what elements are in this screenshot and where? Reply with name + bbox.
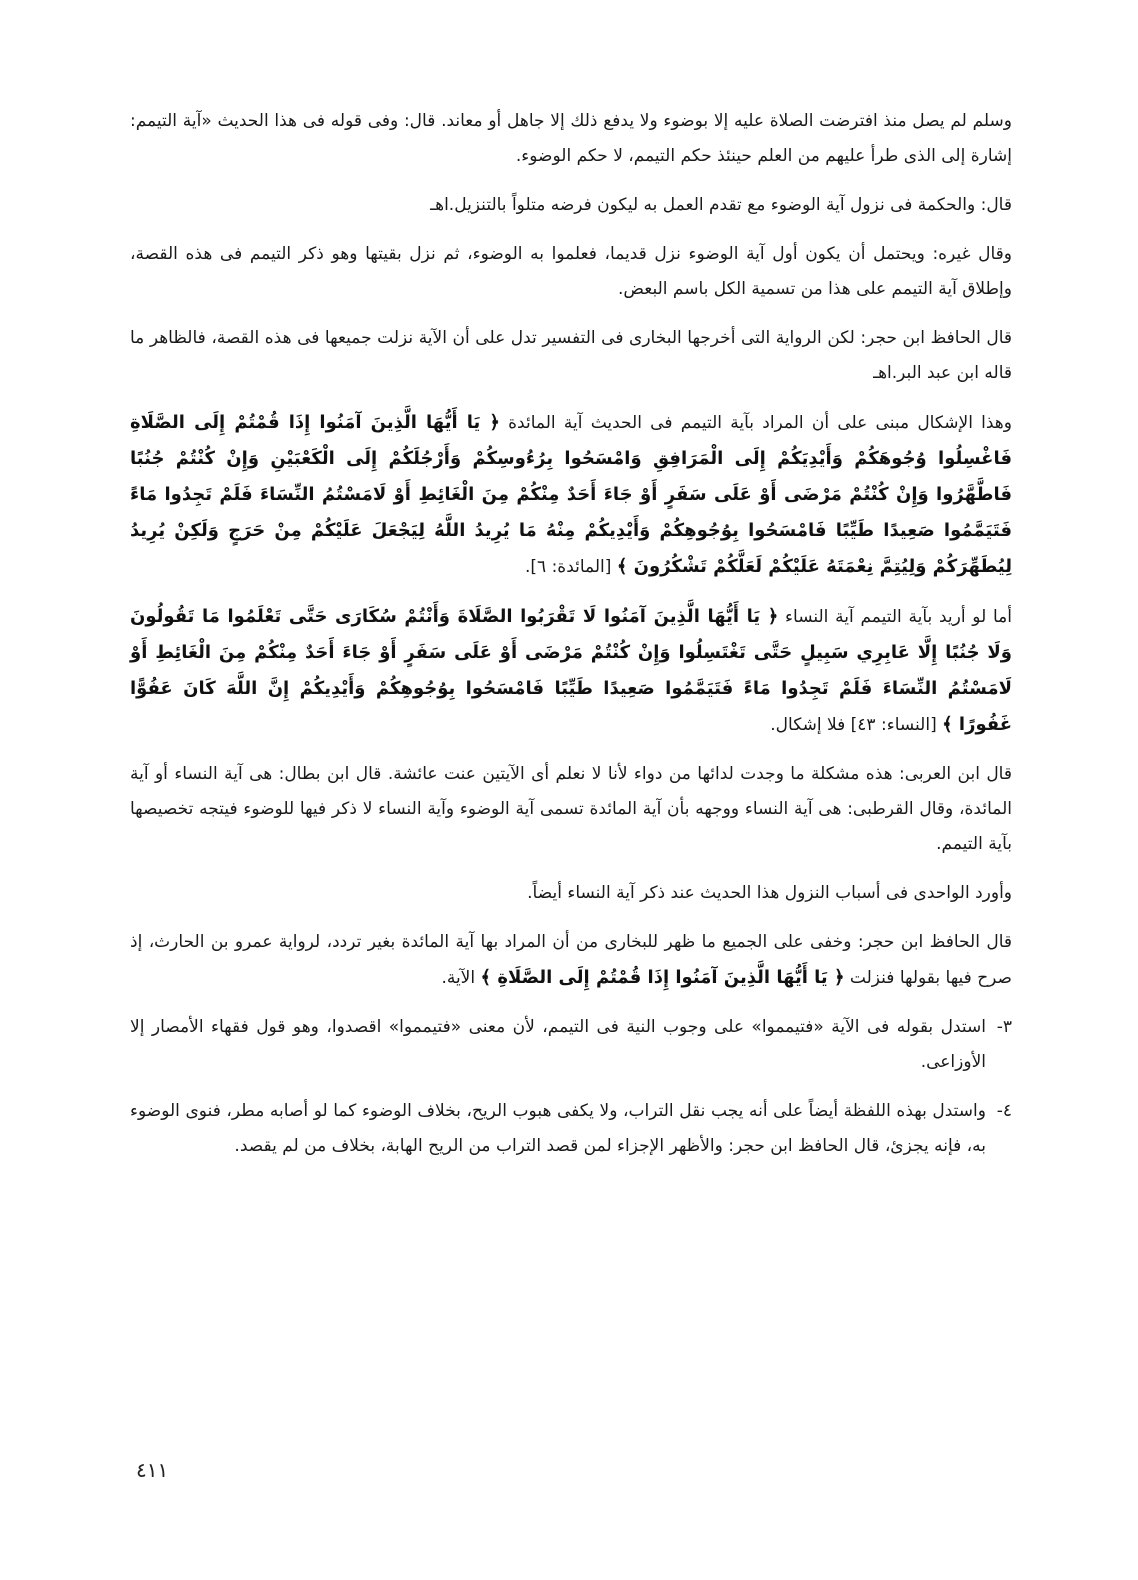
paragraph: وأورد الواحدى فى أسباب النزول هذا الحديث عند ذكر آية النساء أيضاً. bbox=[527, 883, 1012, 903]
paragraph-text: قال الحافظ ابن حجر: وخفى على الجميع ما ظهر للبخارى من أن المراد بها آية المائدة بغير تردد، لرواية عمرو بن الحارث، إذ صرح فيها بقولها فنزلت bbox=[130, 932, 1012, 988]
item-number: ٤- bbox=[996, 1101, 1012, 1121]
quran-verse: ﴿ يَا أَيُّهَا الَّذِينَ آمَنُوا إِذَا قُمْتُمْ إِلَى الصَّلَاةِ ﴾ bbox=[480, 967, 845, 988]
paragraph-with-verse bbox=[130, 599, 1012, 743]
paragraph: وقال غيره: ويحتمل أن يكون أول آية الوضوء نزل قديما، فعلموا به الوضوء، ثم نزل بقيتها وهو ذكر التيمم فى هذه القصة، وإطلاق آية التيمم على هذا من تسمية الكل باسم البعض. bbox=[130, 244, 1012, 299]
item-number: ٣- bbox=[996, 1017, 1012, 1037]
paragraph: قال الحافظ ابن حجر: لكن الرواية التى أخرجها البخارى فى التفسير تدل على أن الآية نزلت جميعها فى هذه القصة، فالظاهر ما قاله ابن عبد البر.اهـ bbox=[130, 328, 1012, 383]
verse-reference: [النساء: ٤٣] فلا إشكال. bbox=[770, 715, 943, 735]
verse-reference: الآية. bbox=[441, 968, 481, 988]
paragraph-text: وهذا الإشكال مبنى على أن المراد بآية التيمم فى الحديث آية المائدة bbox=[499, 413, 1012, 433]
paragraph: وسلم لم يصل منذ افترضت الصلاة عليه إلا بوضوء ولا يدفع ذلك إلا جاهل أو معاند. قال: وفى قوله فى هذا الحديث «آية التيمم: إشارة إلى الذى طرأ عليهم من العلم حينئذ حكم التيمم، لا حكم الوضوء. bbox=[130, 111, 1012, 166]
numbered-item bbox=[130, 1010, 1012, 1080]
paragraph: قال: والحكمة فى نزول آية الوضوء مع تقدم العمل به ليكون فرضه متلواً بالتنزيل.اهـ bbox=[430, 195, 1012, 215]
paragraph-text: أما لو أريد بآية التيمم آية النساء bbox=[778, 607, 1013, 627]
paragraph-with-verse bbox=[130, 925, 1012, 996]
verse-reference: [المائدة: ٦]. bbox=[524, 557, 617, 577]
paragraph-with-verse bbox=[130, 405, 1012, 585]
item-text: واستدل بهذه اللفظة أيضاً على أنه يجب نقل التراب، ولا يكفى هبوب الريح، بخلاف الوضوء كما لو أصابه مطر، فنوى الوضوء به، فإنه يجزئ، قال الحافظ ابن حجر: والأظهر الإجزاء لمن قصد التراب من الريح الهابة، بخلاف من لم يقصد. bbox=[130, 1101, 986, 1156]
item-text: استدل بقوله فى الآية «فتيمموا» على وجوب النية فى التيمم، لأن معنى «فتيمموا» اقصدوا، وهو قول فقهاء الأمصار إلا الأوزاعى. bbox=[130, 1017, 986, 1072]
numbered-item bbox=[130, 1094, 1012, 1164]
quran-verse: ﴿ يَا أَيُّهَا الَّذِينَ آمَنُوا لَا تَقْرَبُوا الصَّلَاةَ وَأَنْتُمْ سُكَارَى حَتَّى تَعْلَمُوا مَا تَقُولُونَ وَلَا جُنُبًا إِلَّا عَابِرِي سَبِيلٍ حَتَّى تَغْتَسِلُوا وَإِنْ كُنْتُمْ مَرْضَى أَوْ عَلَى سَفَرٍ أَوْ جَاءَ أَحَدٌ مِنْكُمْ مِنَ الْغَائِطِ أَوْ لَامَسْتُمُ النِّسَاءَ فَلَمْ تَجِدُوا مَاءً فَتَيَمَّمُوا صَعِيدًا طَيِّبًا فَامْسَحُوا بِوُجُوهِكُمْ وَأَيْدِيكُمْ إِنَّ اللَّهَ كَانَ عَفُوًّا غَفُورًا ﴾ bbox=[130, 606, 1012, 735]
page-number: ٤١١ bbox=[136, 1458, 169, 1482]
paragraph: قال ابن العربى: هذه مشكلة ما وجدت لدائها من دواء لأنا لا نعلم أى الآيتين عنت عائشة. قال ابن بطال: هى آية النساء أو آية المائدة، وقال القرطبى: هى آية النساء ووجهه بأن آية المائدة تسمى آية الوضوء وآية النساء لا ذكر فيها للوضوء فيتجه تخصيصها بآية التيمم. bbox=[130, 764, 1012, 854]
page-body bbox=[130, 104, 1012, 1178]
quran-verse: ﴿ يَا أَيُّهَا الَّذِينَ آمَنُوا إِذَا قُمْتُمْ إِلَى الصَّلَاةِ فَاغْسِلُوا وُجُوهَكُمْ وَأَيْدِيَكُمْ إِلَى الْمَرَافِقِ وَامْسَحُوا بِرُءُوسِكُمْ وَأَرْجُلَكُمْ إِلَى الْكَعْبَيْنِ وَإِنْ كُنْتُمْ جُنُبًا فَاطَّهَّرُوا وَإِنْ كُنْتُمْ مَرْضَى أَوْ عَلَى سَفَرٍ أَوْ جَاءَ أَحَدٌ مِنْكُمْ مِنَ الْغَائِطِ أَوْ لَامَسْتُمُ النِّسَاءَ فَلَمْ تَجِدُوا مَاءً فَتَيَمَّمُوا صَعِيدًا طَيِّبًا فَامْسَحُوا بِوُجُوهِكُمْ وَأَيْدِيكُمْ مِنْهُ مَا يُرِيدُ اللَّهُ لِيَجْعَلَ عَلَيْكُمْ مِنْ حَرَجٍ وَلَكِنْ يُرِيدُ لِيُطَهِّرَكُمْ وَلِيُتِمَّ نِعْمَتَهُ عَلَيْكُمْ لَعَلَّكُمْ تَشْكُرُونَ ﴾ bbox=[130, 412, 1012, 577]
